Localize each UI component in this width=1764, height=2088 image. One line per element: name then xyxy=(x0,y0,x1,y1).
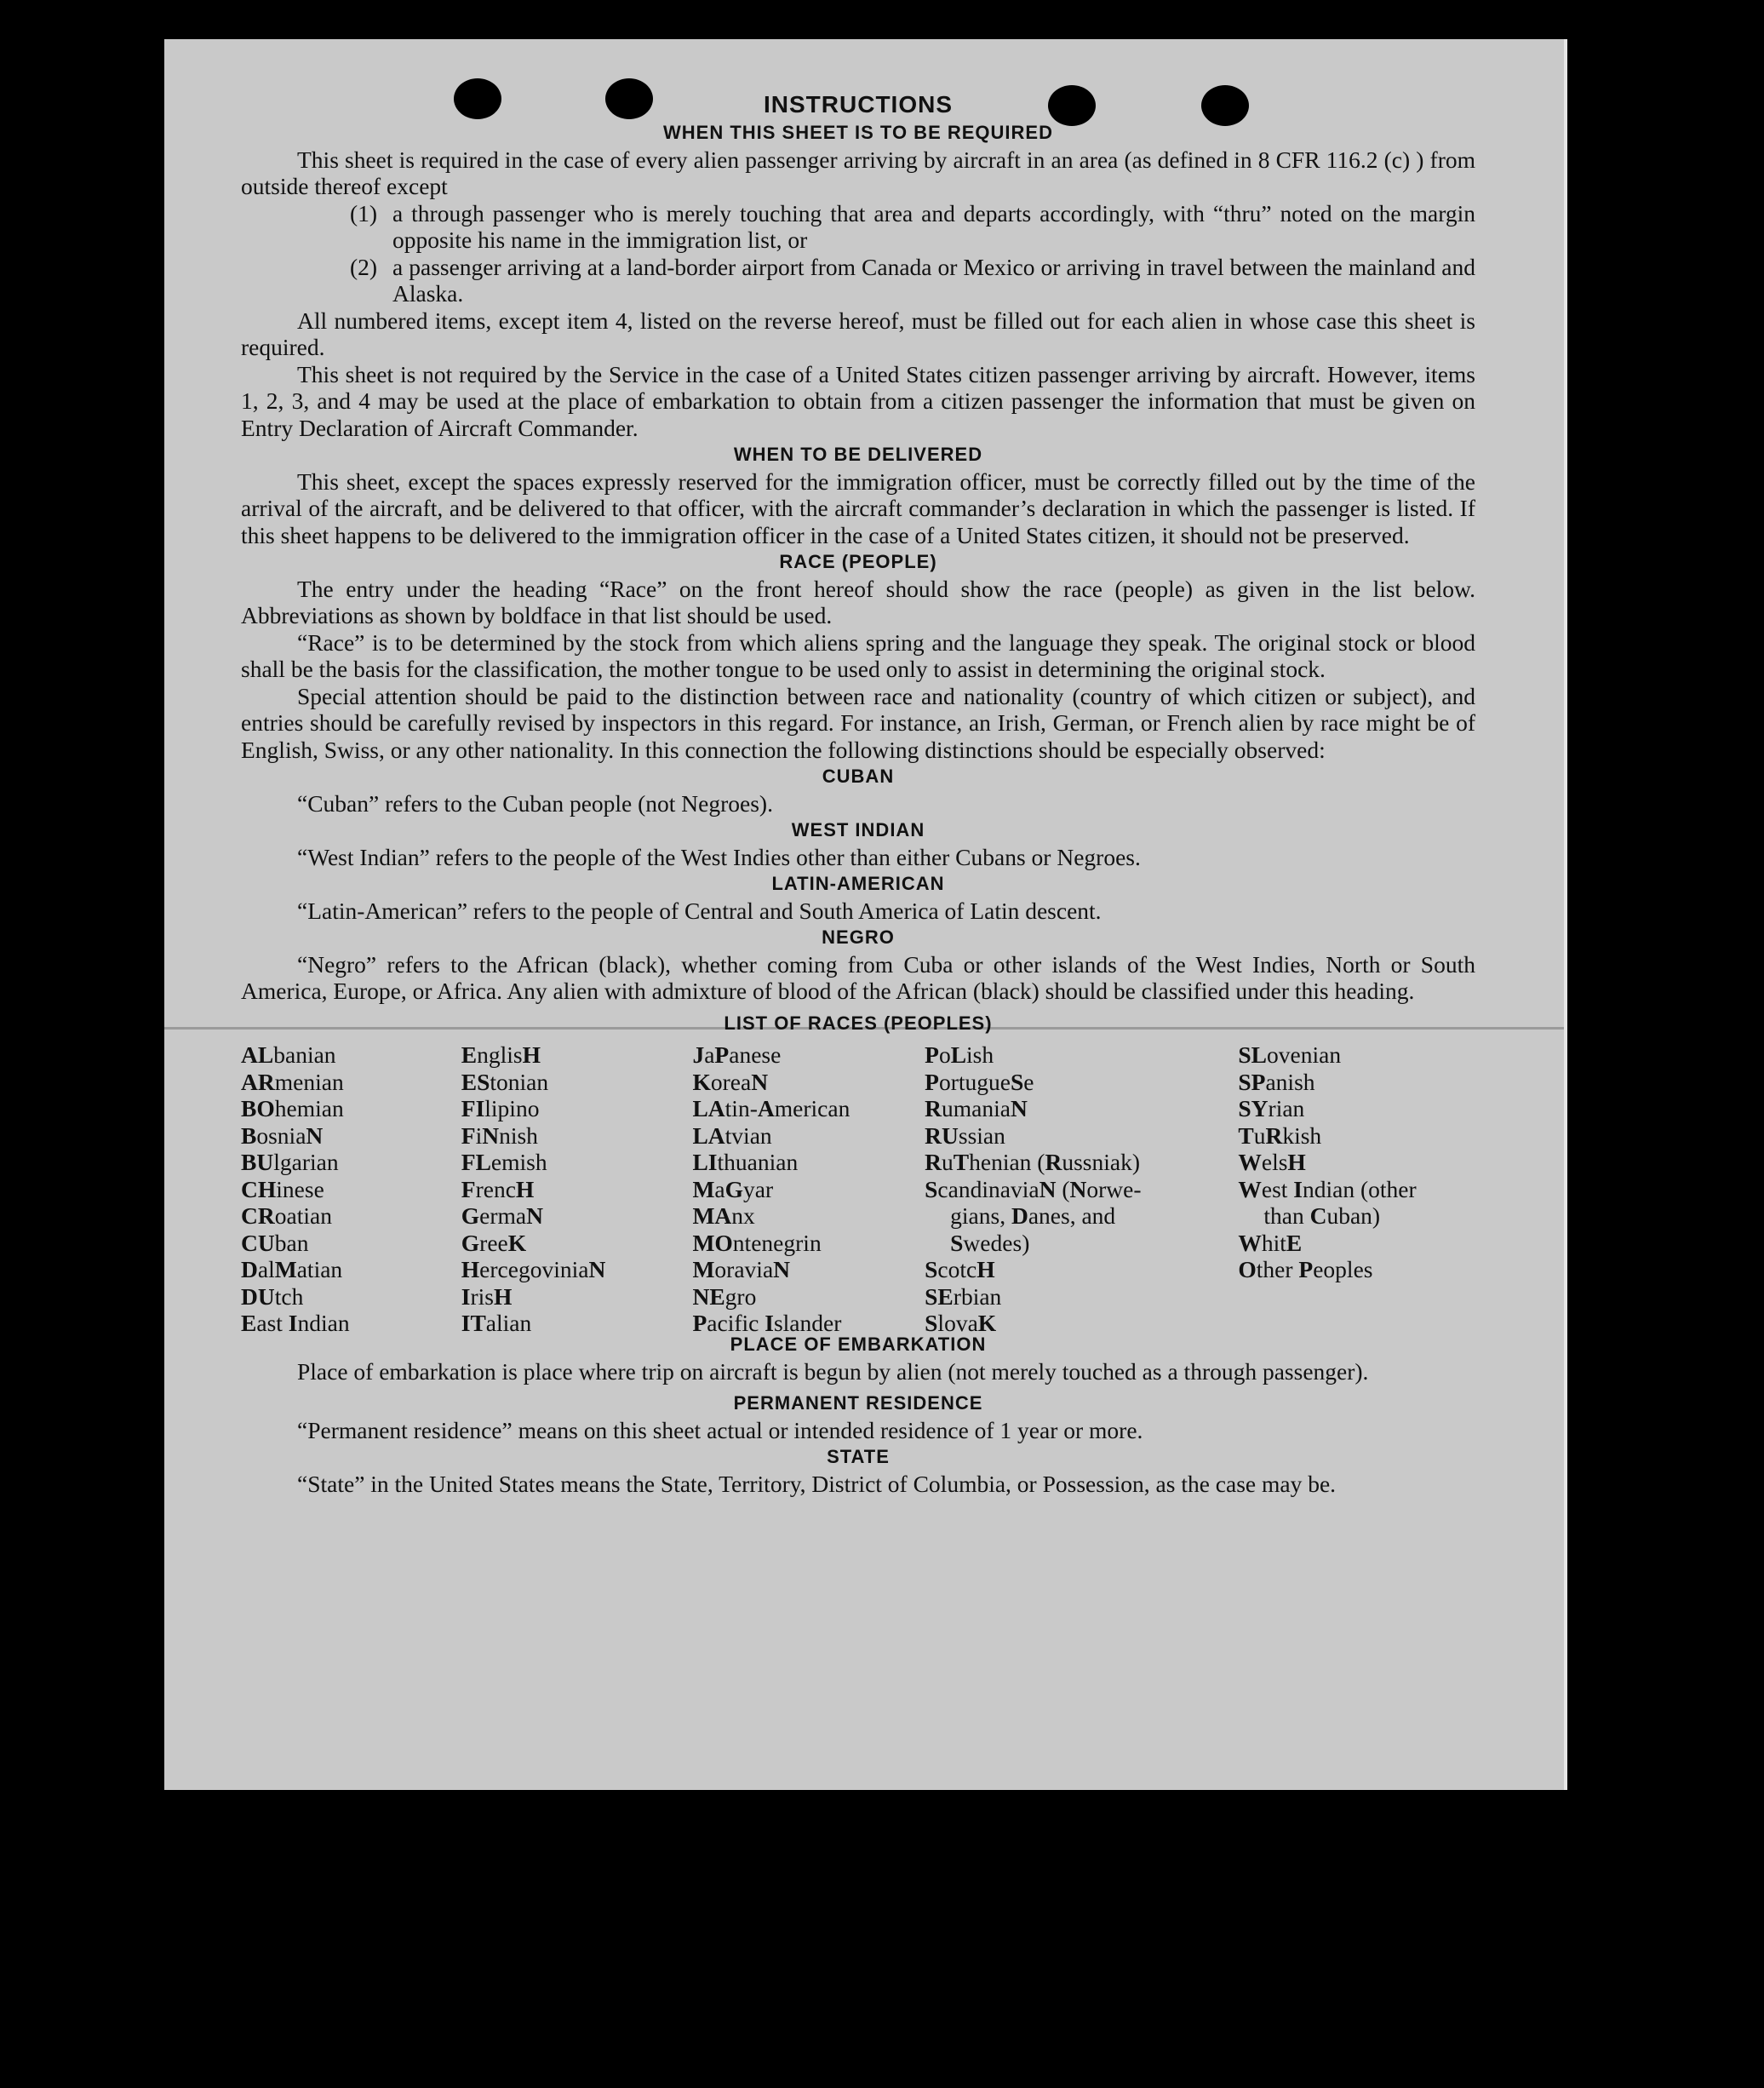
race-entry: PoLish xyxy=(925,1041,994,1068)
race-entry: ARmenian xyxy=(241,1068,344,1095)
race-entry: GermaN xyxy=(461,1202,544,1229)
race-entry: Other Peoples xyxy=(1238,1256,1373,1282)
race-entry: FiNnish xyxy=(461,1121,538,1149)
section-title-embarkation: PLACE OF EMBARKATION xyxy=(730,1334,987,1355)
race-entry: BOhemian xyxy=(241,1095,344,1121)
item-text: a through passenger who is merely touching that area and departs accordingly, with “thru” noted on the margin opposite his name in the immigration list, or xyxy=(392,199,1475,253)
item-number: (2) xyxy=(350,253,378,280)
page-title: INSTRUCTIONS xyxy=(764,91,953,118)
paragraph: “Negro” refers to the African (black), whether coming from Cuba or other islands of the West Indies, North or South America, Europe, or Africa. Any alien with admixture of blood of the African (black) should be classified under this heading. xyxy=(241,950,1475,1004)
paragraph: “Race” is to be determined by the stock from which aliens spring and the language they speak. The original stock or blood shall be the basis for the classification, the mother tongue to be used only to assist in determining the original stock. xyxy=(241,628,1475,682)
races-column xyxy=(692,1041,925,1336)
races-column xyxy=(461,1041,693,1336)
race-entry: PortugueSe xyxy=(925,1068,1034,1095)
race-entry: MaGyar xyxy=(692,1175,774,1202)
race-entry: Pacific Islander xyxy=(692,1310,842,1336)
paragraph: “West Indian” refers to the people of the West Indies other than either Cubans or Negroes. xyxy=(297,843,1141,870)
race-entry: Swedes) xyxy=(950,1229,1030,1256)
race-entry: LAtvian xyxy=(692,1121,772,1149)
race-entry: MAnx xyxy=(692,1202,755,1229)
section-title-race: RACE (PEOPLE) xyxy=(779,551,937,572)
race-entry: KoreaN xyxy=(692,1068,769,1095)
race-entry: SErbian xyxy=(925,1282,1002,1310)
race-entry: FrencH xyxy=(461,1175,535,1202)
race-entry: BosniaN xyxy=(241,1121,324,1149)
section-title-state: STATE xyxy=(827,1446,890,1467)
list-item xyxy=(241,200,1475,254)
race-entry: DUtch xyxy=(241,1282,304,1310)
race-entry: SPanish xyxy=(1238,1068,1315,1095)
paragraph: “Permanent residence” means on this sheet actual or intended residence of 1 year or more. xyxy=(297,1416,1143,1443)
race-entry: CUban xyxy=(241,1229,309,1256)
race-entry: WelsH xyxy=(1238,1149,1306,1175)
section-title-when-required: WHEN THIS SHEET IS TO BE REQUIRED xyxy=(663,122,1053,143)
race-entry: NEgro xyxy=(692,1282,757,1310)
race-entry: IrisH xyxy=(461,1282,513,1310)
section-title-latin-american: LATIN-AMERICAN xyxy=(771,873,945,894)
race-entry: RuThenian (Russniak) xyxy=(925,1149,1141,1175)
race-entry: RumaniaN xyxy=(925,1095,1028,1121)
section-title-west-indian: WEST INDIAN xyxy=(791,819,925,840)
paragraph: The entry under the heading “Race” on the front hereof should show the race (people) as given in the list below. Abbreviations as shown by boldface in that list should be used. xyxy=(241,575,1475,628)
race-entry: BUlgarian xyxy=(241,1149,339,1175)
paragraph: “Cuban” refers to the Cuban people (not Negroes). xyxy=(297,789,773,817)
race-entry: RUssian xyxy=(925,1121,1005,1149)
section-title-negro: NEGRO xyxy=(822,926,895,948)
race-entry: EStonian xyxy=(461,1068,549,1095)
item-number: (1) xyxy=(350,199,378,227)
document-body xyxy=(241,90,1475,1497)
races-list xyxy=(241,1041,1475,1336)
section-title-when-delivered: WHEN TO BE DELIVERED xyxy=(733,444,983,465)
paragraph: Place of embarkation is place where trip on aircraft is begun by alien (not merely touched as a through passenger). xyxy=(297,1357,1369,1385)
race-entry: FLemish xyxy=(461,1149,547,1175)
race-entry: than Cuban) xyxy=(1263,1202,1381,1229)
race-entry: East Indian xyxy=(241,1310,350,1336)
race-entry: EnglisH xyxy=(461,1041,541,1068)
race-entry: FIlipino xyxy=(461,1095,540,1121)
list-item xyxy=(241,254,1475,307)
race-entry: West Indian (other xyxy=(1238,1175,1417,1202)
paragraph: “State” in the United States means the State, Territory, District of Columbia, or Possession, as the case may be. xyxy=(297,1470,1337,1497)
race-entry: gians, Danes, and xyxy=(950,1202,1116,1229)
section-title-list-of-races: LIST OF RACES (PEOPLES) xyxy=(724,1012,993,1034)
race-entry: LAtin-American xyxy=(692,1095,850,1121)
race-entry: GreeK xyxy=(461,1229,527,1256)
paragraph: Special attention should be paid to the distinction between race and nationality (country of which citizen or subject), and entries should be carefully revised by inspectors in this regard. For instance, an Irish, German, or French alien by race might be of English, Swiss, or any other nationality. In this connection the following distinctions should be especially observed: xyxy=(241,682,1475,763)
race-entry: MoraviaN xyxy=(692,1256,791,1282)
section-title-residence: PERMANENT RESIDENCE xyxy=(733,1392,983,1414)
paragraph: This sheet is not required by the Service in the case of a United States citizen passenger arriving by aircraft. However, items 1, 2, 3, and 4 may be used at the place of embarkation to obtain from a citizen passenger the information that must be given on Entry Declaration of Aircraft Commander. xyxy=(241,360,1475,441)
instruction-sheet xyxy=(164,39,1567,1790)
race-entry: ScotcH xyxy=(925,1256,995,1282)
race-entry: DalMatian xyxy=(241,1256,343,1282)
race-entry: ITalian xyxy=(461,1310,532,1336)
paragraph: “Latin-American” refers to the people of Central and South America of Latin descent. xyxy=(297,897,1102,924)
section-title-cuban: CUBAN xyxy=(822,766,895,787)
paragraph: All numbered items, except item 4, listed on the reverse hereof, must be filled out for each alien in whose case this sheet is required. xyxy=(241,307,1475,360)
race-entry: ALbanian xyxy=(241,1041,336,1068)
race-entry: MOntenegrin xyxy=(692,1229,822,1256)
race-entry: TuRkish xyxy=(1238,1121,1322,1149)
item-text: a passenger arriving at a land-border airport from Canada or Mexico or arriving in travel between the mainland and Alaska. xyxy=(392,253,1475,307)
race-entry: CRoatian xyxy=(241,1202,332,1229)
races-column xyxy=(241,1041,461,1336)
race-entry: JaPanese xyxy=(692,1041,782,1068)
race-entry: SlovaK xyxy=(925,1310,997,1336)
race-entry: SYrian xyxy=(1238,1095,1305,1121)
race-entry: ScandinaviaN (Norwe- xyxy=(925,1175,1142,1202)
race-entry: CHinese xyxy=(241,1175,324,1202)
paragraph: This sheet is required in the case of every alien passenger arriving by aircraft in an area (as defined in 8 CFR 116.2 (c) ) from outside thereof except xyxy=(241,146,1475,199)
race-entry: LIthuanian xyxy=(692,1149,799,1175)
races-column xyxy=(925,1041,1238,1336)
paragraph: This sheet, except the spaces expressly reserved for the immigration officer, must be correctly filled out by the time of the arrival of the aircraft, and be delivered to that officer, with the aircraft commander’s declaration in which the passenger is listed. If this sheet happens to be delivered to the immigration officer in the case of a United States citizen, it should not be preserved. xyxy=(241,468,1475,548)
races-column xyxy=(1238,1041,1475,1331)
race-entry: WhitE xyxy=(1238,1229,1303,1256)
race-entry: SLovenian xyxy=(1238,1041,1342,1068)
race-entry: HercegoviniaN xyxy=(461,1256,606,1282)
